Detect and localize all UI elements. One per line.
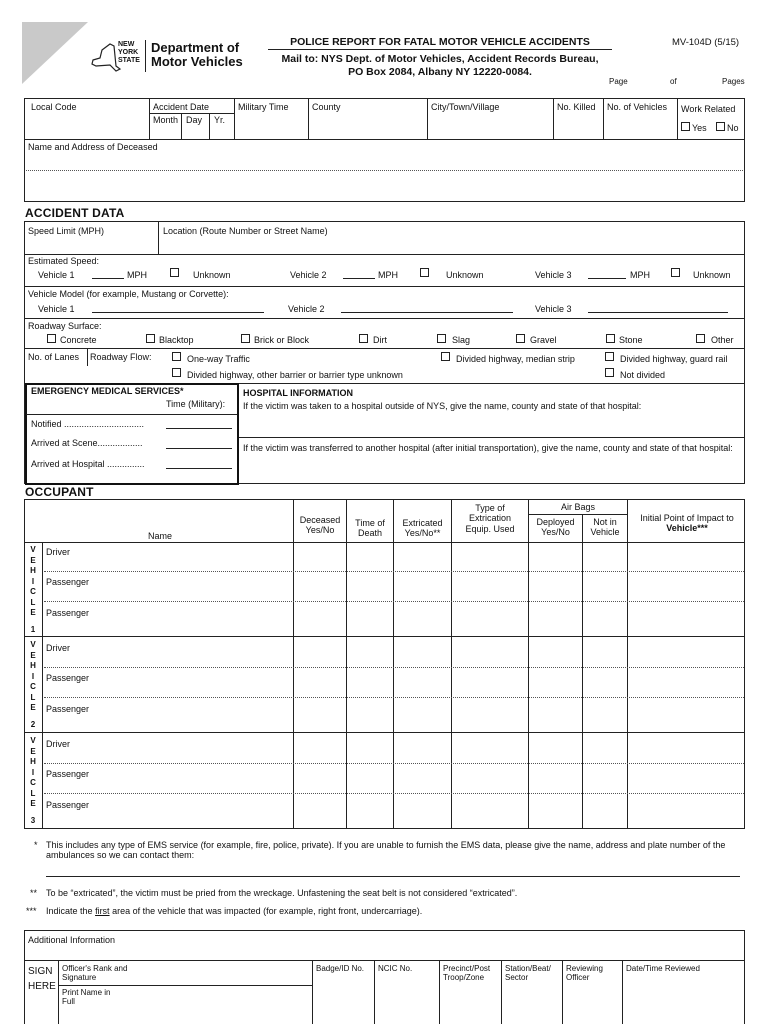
roadway-surface-label: Roadway Surface: [28, 321, 102, 331]
model-vehicle-2-label: Vehicle 2 [288, 304, 325, 314]
speed-limit-label: Speed Limit (MPH) [28, 226, 105, 236]
time-military-label: Time (Military): [166, 399, 226, 409]
mph-label: MPH [630, 270, 650, 280]
v2-passenger-2-label: Passenger [46, 704, 90, 714]
hospital-heading: HOSPITAL INFORMATION [243, 388, 353, 398]
speed-v2-unknown-checkbox[interactable] [420, 268, 429, 277]
ny-state-map-icon [88, 40, 122, 74]
no-killed-label: No. Killed [557, 102, 596, 112]
form-title: POLICE REPORT FOR FATAL MOTOR VEHICLE ACCIDENTS [290, 36, 590, 48]
col-extrication-equip-header: Type of Extrication Equip. Used [465, 503, 515, 534]
work-related-no-checkbox[interactable] [716, 122, 725, 131]
mph-label: MPH [127, 270, 147, 280]
notified-label: Notified ................................ [31, 419, 145, 429]
footnote-3-mark: *** [26, 906, 37, 916]
speed-vehicle-2-label: Vehicle 2 [290, 270, 327, 280]
logo-agency-name: Department of Motor Vehicles [151, 40, 243, 69]
speed-v3-unknown-checkbox[interactable] [671, 268, 680, 277]
precinct-label: Precinct/Post Troop/Zone [443, 964, 491, 983]
unknown-label: Unknown [446, 270, 484, 280]
speed-vehicle-3-field[interactable] [588, 270, 626, 279]
signature-box [24, 930, 745, 1024]
yes-label: Yes [692, 123, 707, 133]
arrived-hospital-label: Arrived at Hospital ............... [31, 459, 145, 469]
no-lanes-label: No. of Lanes [28, 352, 80, 362]
surface-gravel-label: Gravel [530, 335, 557, 345]
flow-other-barrier-checkbox[interactable] [172, 368, 181, 377]
footnote-2: To be “extricated”, the victim must be pried from the wreckage. Unfastening the seat belt is not considered “extricated”. [46, 888, 518, 898]
unknown-label: Unknown [693, 270, 731, 280]
occupant-table [24, 499, 745, 829]
work-related-yes-checkbox[interactable] [681, 122, 690, 131]
surface-slag-checkbox[interactable] [437, 334, 446, 343]
col-air-bags-header: Air Bags [560, 502, 595, 512]
col-name-header: Name [147, 531, 172, 541]
vehicle-model-label: Vehicle Model (for example, Mustang or Corvette): [28, 289, 229, 299]
hospital-text-1: If the victim was taken to a hospital outside of NYS, give the name, county and state of that hospital: [243, 401, 642, 411]
flow-median-checkbox[interactable] [441, 352, 450, 361]
estimated-speed-label: Estimated Speed: [28, 256, 100, 266]
no-vehicles-label: No. of Vehicles [607, 102, 668, 112]
surface-other-checkbox[interactable] [696, 334, 705, 343]
footnote-1: This includes any type of EMS service (for example, fire, police, private). If you are unable to furnish the EMS data, please give the name, address and plate number of the ambulances so we can contact them: [46, 840, 726, 861]
col-extricated-header: Extricated Yes/No** [402, 518, 443, 539]
sign-label: SIGN [28, 966, 53, 977]
work-related-label: Work Related [681, 104, 736, 114]
year-label: Yr. [214, 115, 226, 125]
col-time-death-header: Time of Death [355, 518, 385, 539]
vehicle-1-side-label: V E H I C L E 1 [30, 545, 36, 634]
dmv-logo [88, 40, 248, 78]
footnote-1-mark: * [34, 840, 38, 850]
col-impact-header: Initial Point of Impact to Vehicle*** [640, 513, 734, 534]
arrived-scene-label: Arrived at Scene.................. [31, 438, 143, 448]
model-vehicle-3-label: Vehicle 3 [535, 304, 572, 314]
speed-vehicle-1-label: Vehicle 1 [38, 270, 75, 280]
v2-driver-label: Driver [46, 643, 70, 653]
col-not-in-vehicle-header: Not in Vehicle [590, 517, 620, 538]
footnote-2-mark: ** [30, 888, 38, 898]
surface-blacktop-label: Blacktop [159, 335, 194, 345]
surface-brick-checkbox[interactable] [241, 334, 250, 343]
vehicle-2-side-label: V E H I C L E 2 [30, 640, 36, 729]
vehicle-3-side-label: V E H I C L E 3 [30, 736, 36, 825]
date-reviewed-label: Date/Time Reviewed [626, 964, 700, 973]
location-label: Location (Route Number or Street Name) [163, 226, 328, 236]
city-label: City/Town/Village [431, 102, 500, 112]
surface-concrete-checkbox[interactable] [47, 334, 56, 343]
here-label: HERE [28, 981, 56, 992]
col-deployed-header: Deployed Yes/No [536, 517, 575, 538]
ncic-label: NCIC No. [378, 964, 413, 973]
speed-vehicle-2-field[interactable] [343, 270, 375, 279]
month-label: Month [153, 115, 179, 125]
logo-state-name: NEW YORK STATE [118, 41, 140, 64]
model-vehicle-1-field[interactable] [92, 304, 264, 313]
v3-passenger-1-label: Passenger [46, 769, 90, 779]
speed-vehicle-1-field[interactable] [92, 270, 124, 279]
accident-date-label: Accident Date [153, 102, 210, 112]
col-deceased-header: Deceased Yes/No [299, 515, 341, 536]
no-label: No [727, 123, 739, 133]
day-label: Day [186, 115, 203, 125]
surface-gravel-checkbox[interactable] [516, 334, 525, 343]
flow-not-divided-checkbox[interactable] [605, 368, 614, 377]
form-number: MV-104D (5/15) [672, 37, 740, 48]
v3-passenger-2-label: Passenger [46, 800, 90, 810]
mail-to-line-1: Mail to: NYS Dept. of Motor Vehicles, Accident Records Bureau, [281, 53, 599, 65]
mail-to-line-2: PO Box 2084, Albany NY 12220-0084. [348, 66, 532, 78]
v1-passenger-1-label: Passenger [46, 577, 90, 587]
flow-one-way-label: One-way Traffic [187, 354, 250, 364]
v1-passenger-2-label: Passenger [46, 608, 90, 618]
v3-driver-label: Driver [46, 739, 70, 749]
mph-label: MPH [378, 270, 398, 280]
hospital-text-2: If the victim was transferred to another hospital (after initial transportation), give the name, county and state of that hospital: [243, 443, 733, 453]
model-vehicle-2-field[interactable] [341, 304, 513, 313]
military-time-label: Military Time [238, 102, 289, 112]
surface-slag-label: Slag [452, 335, 471, 345]
print-name-label: Print Name in Full [62, 988, 111, 1007]
occupant-heading: OCCUPANT [25, 485, 94, 499]
flow-not-divided-label: Not divided [620, 370, 666, 380]
roadway-flow-label: Roadway Flow: [90, 352, 152, 362]
surface-blacktop-checkbox[interactable] [146, 334, 155, 343]
surface-dirt-checkbox[interactable] [359, 334, 368, 343]
surface-concrete-label: Concrete [60, 335, 97, 345]
surface-dirt-label: Dirt [373, 335, 387, 345]
page-label: Page [609, 77, 628, 86]
model-vehicle-1-label: Vehicle 1 [38, 304, 75, 314]
county-label: County [312, 102, 341, 112]
speed-v1-unknown-checkbox[interactable] [170, 268, 179, 277]
station-label: Station/Beat/ Sector [505, 964, 551, 983]
ems-heading: EMERGENCY MEDICAL SERVICES* [31, 386, 184, 396]
of-label: of [670, 77, 677, 86]
v2-passenger-1-label: Passenger [46, 673, 90, 683]
notified-time-field[interactable] [166, 420, 232, 429]
surface-brick-label: Brick or Block [254, 335, 310, 345]
additional-info-label: Additional Information [28, 935, 116, 945]
accident-data-heading: ACCIDENT DATA [25, 206, 125, 220]
flow-median-label: Divided highway, median strip [456, 354, 575, 364]
reviewing-officer-label: Reviewing Officer [566, 964, 603, 983]
v1-driver-label: Driver [46, 547, 70, 557]
pages-label: Pages [722, 77, 745, 86]
flow-one-way-checkbox[interactable] [172, 352, 181, 361]
surface-other-label: Other [711, 335, 734, 345]
arrived-hospital-time-field[interactable] [166, 460, 232, 469]
speed-vehicle-3-label: Vehicle 3 [535, 270, 572, 280]
officer-rank-label: Officer's Rank and Signature [62, 964, 128, 983]
model-vehicle-3-field[interactable] [588, 304, 728, 313]
corner-fold-graphic [22, 22, 88, 88]
flow-guard-rail-checkbox[interactable] [605, 352, 614, 361]
deceased-label: Name and Address of Deceased [28, 142, 158, 152]
flow-guard-rail-label: Divided highway, guard rail [620, 354, 728, 364]
footnote-3: Indicate the first area of the vehicle that was impacted (for example, right front, undercarriage). [46, 906, 423, 916]
surface-stone-label: Stone [619, 335, 643, 345]
badge-label: Badge/ID No. [316, 964, 365, 973]
flow-other-barrier-label: Divided highway, other barrier or barrier type unknown [187, 370, 403, 380]
surface-stone-checkbox[interactable] [606, 334, 615, 343]
arrived-scene-time-field[interactable] [166, 440, 232, 449]
unknown-label: Unknown [193, 270, 231, 280]
local-code-label: Local Code [31, 102, 77, 112]
